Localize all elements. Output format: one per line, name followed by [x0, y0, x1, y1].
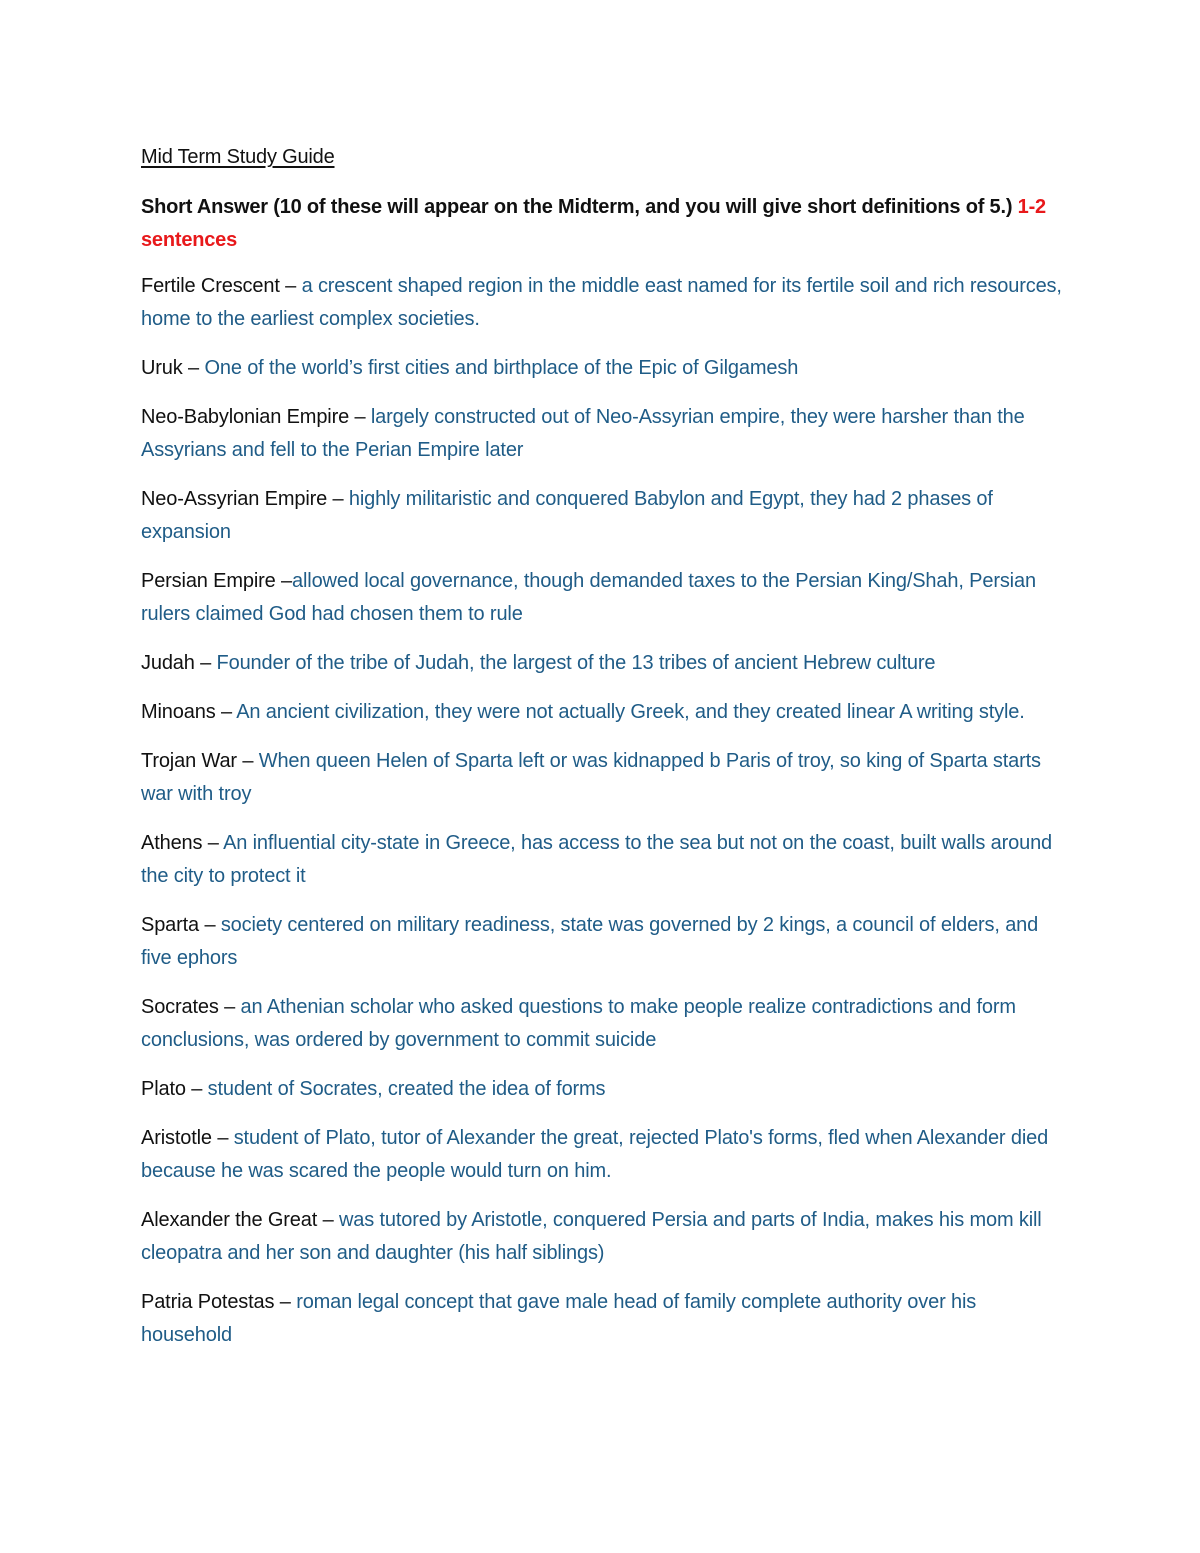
term-separator: – [275, 570, 293, 592]
term-separator: – [317, 1209, 339, 1231]
term-name: Neo-Babylonian Empire [141, 406, 350, 428]
term-separator: – [279, 275, 302, 297]
term-separator: – [202, 832, 224, 854]
term-separator: – [215, 701, 237, 723]
instructions-text: Short Answer (10 of these will appear on the Midterm, and you will give short definitions of 5.) [141, 196, 1018, 218]
term-definition: An ancient civilization, they were not actually Greek, and they created linear A writing style. [236, 701, 1025, 723]
term-definition: society centered on military readiness, state was governed by 2 kings, a council of elders, and five ephors [141, 914, 1039, 969]
term-name: Plato [141, 1078, 186, 1100]
term-entry [141, 1073, 1071, 1106]
term-separator: – [236, 750, 259, 772]
term-name: Trojan War [141, 750, 237, 772]
short-answer-instructions [141, 191, 1071, 257]
term-definition: student of Plato, tutor of Alexander the great, rejected Plato's forms, fled when Alexander died because he was scared the people would turn on him. [141, 1127, 1049, 1182]
term-separator: – [194, 652, 217, 674]
term-entry [141, 352, 1071, 385]
term-definition: When queen Helen of Sparta left or was kidnapped b Paris of troy, so king of Sparta starts war with troy [141, 750, 1041, 805]
term-name: Socrates [141, 996, 219, 1018]
term-entry [141, 909, 1071, 975]
term-entry [141, 401, 1071, 467]
term-entry [141, 827, 1071, 893]
term-name: Aristotle [141, 1127, 212, 1149]
term-entry [141, 483, 1071, 549]
term-definition: largely constructed out of Neo-Assyrian empire, they were harsher than the Assyrians and fell to the Perian Empire later [141, 406, 1025, 461]
term-definition: was tutored by Aristotle, conquered Persia and parts of India, makes his mom kill cleopatra and her son and daughter (his half siblings) [141, 1209, 1042, 1264]
term-definition: An influential city-state in Greece, has access to the sea but not on the coast, built walls around the city to protect it [141, 832, 1053, 887]
term-definition: highly militaristic and conquered Babylon and Egypt, they had 2 phases of expansion [141, 488, 993, 543]
term-definition: student of Socrates, created the idea of forms [207, 1078, 606, 1100]
term-name: Patria Potestas [141, 1291, 275, 1313]
term-definition: One of the world’s first cities and birthplace of the Epic of Gilgamesh [204, 357, 799, 379]
page-title: Mid Term Study Guide [141, 146, 335, 168]
term-entry [141, 991, 1071, 1057]
term-name: Judah [141, 652, 195, 674]
term-name: Alexander the Great [141, 1209, 318, 1231]
term-name: Sparta [141, 914, 200, 936]
term-separator: – [327, 488, 349, 510]
term-separator: – [185, 1078, 208, 1100]
term-separator: – [199, 914, 221, 936]
term-name: Persian Empire [141, 570, 276, 592]
term-entry [141, 565, 1071, 631]
term-name: Uruk [141, 357, 183, 379]
term-separator: – [182, 357, 205, 379]
term-definition: a crescent shaped region in the middle east named for its fertile soil and rich resources, home to the earliest complex societies. [141, 275, 1062, 330]
term-separator: – [274, 1291, 297, 1313]
term-entry [141, 647, 1071, 680]
term-entry [141, 270, 1071, 336]
term-name: Fertile Crescent [141, 275, 280, 297]
term-name: Neo-Assyrian Empire [141, 488, 328, 510]
term-definition: allowed local governance, though demanded taxes to the Persian King/Shah, Persian rulers claimed God had chosen them to rule [141, 570, 1036, 625]
term-entry [141, 1122, 1071, 1188]
term-separator: – [211, 1127, 234, 1149]
term-name: Minoans [141, 701, 216, 723]
term-definition: an Athenian scholar who asked questions to make people realize contradictions and form conclusions, was ordered by government to commit suicide [141, 996, 1016, 1051]
term-definition: Founder of the tribe of Judah, the largest of the 13 tribes of ancient Hebrew culture [216, 652, 936, 674]
sentence-limit-highlight: 1-2 sentences [141, 196, 1046, 251]
term-entry [141, 745, 1071, 811]
term-entry [141, 1286, 1071, 1352]
term-definition: roman legal concept that gave male head of family complete authority over his household [141, 1291, 977, 1346]
document-page [141, 143, 1071, 1368]
term-entry [141, 696, 1071, 729]
term-separator: – [218, 996, 241, 1018]
term-name: Athens [141, 832, 203, 854]
term-entry [141, 1204, 1071, 1270]
term-separator: – [349, 406, 371, 428]
